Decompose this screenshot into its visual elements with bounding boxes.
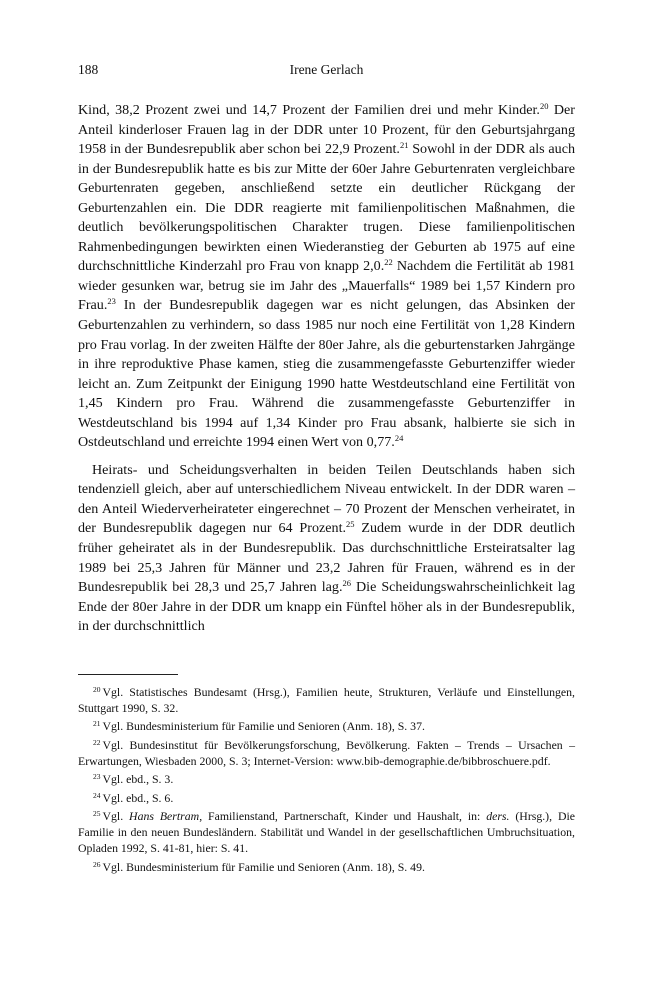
footnote-number: 26 [93, 859, 101, 869]
footnote-25 [78, 808, 575, 857]
footnote-22 [78, 737, 575, 770]
text-run: Zudem wurde in der DDR deutlich früher geheiratet als in der Bundesrepublik. Das durchschnittliche Ersteiratsalter lag 1989 bei 25,3 Jahren für Männer und 23,2 Jahren für Frauen, während es in der Bundesrepublik bei 28,3 und 25,7 Jahren lag. [78, 520, 575, 596]
footnote-number: 25 [93, 808, 101, 818]
text-run: Nachdem die Fertilität ab 1981 wieder gesunken war, betrug sie im Jahr des „Mauerfalls“ 1989 bei 1,57 Kindern pro Frau. [78, 258, 575, 314]
footnote-ref-26[interactable]: 26 [342, 578, 351, 589]
running-head-author: Irene Gerlach [289, 62, 364, 77]
footnote-text: Vgl. ebd., S. 3. [102, 772, 174, 787]
footnote-text: Vgl. Bundesministerium für Familie und Senioren (Anm. 18), S. 49. [102, 859, 425, 874]
footnote-author: Hans Bertram [129, 808, 200, 823]
page-number: 188 [78, 62, 99, 77]
footnote-ref-25[interactable]: 25 [346, 519, 355, 530]
text-run: Sowohl in der DDR als auch in der Bundesrepublik hatte es bis zur Mitte der 60er Jahre Geburtenraten vergleichbare Geburtenraten gegeben, anschließend setzte ein deutlicher Rückgang der Geburtenzahlen ein. Die DDR reagierte mit familienpolitischen Maßnahmen, die deutlich bevölkerungspolitischen Charakter trugen. Diese familienpolitischen Rahmenbedingungen bewirkten einen Wiederanstieg der Geburten ab 1975 auf eine durchschnittliche Kinderzahl pro Frau von knapp 2,0. [78, 141, 575, 275]
footnote-text: Vgl. Statistisches Bundesamt (Hrsg.), Familien heute, Strukturen, Verläufe und Einstellungen, Stuttgart 1990, S. 32. [78, 684, 575, 716]
footnote-21 [78, 718, 575, 734]
footnote-text: , Familienstand, Partnerschaft, Kinder und Haushalt, in: [199, 808, 487, 823]
footnotes [78, 684, 575, 875]
footnote-text: (Hrsg.), Die Familie in den neuen Bundesländern. Stabilität und Wandel in der gesellschaftlichen Umbruchsituation, Opladen 1992, S. 41-81, hier: S. 41. [78, 808, 575, 856]
footnote-number: 20 [93, 684, 101, 694]
page-header [78, 62, 575, 84]
paragraph-1 [78, 101, 575, 453]
text-run: Die Scheidungswahrscheinlichkeit lag Ende der 80er Jahre in der DDR um knapp ein Fünftel höher als in der Bundesrepublik, in der durchschnittlich [78, 579, 575, 635]
footnote-text: Vgl. ebd., S. 6. [102, 790, 174, 805]
footnote-ref-24[interactable]: 24 [394, 433, 404, 444]
text-run: In der Bundesrepublik dagegen war es nicht gelungen, das Absinken der Geburtenzahlen zu verhindern, so dass 1985 nur noch eine Fertilität von 1,28 Kindern pro Frau vorlag. In der zweiten Hälfte der 80er Jahre, als die geburtenstarken Jahrgänge in ihre reproduktive Phase kamen, stieg die zusammengefasste Geburtenziffer wieder leicht an. Zum Zeitpunkt der Einigung 1990 hatte Westdeutschland eine Fertilität von 1,45 Kindern pro Frau. Während die zusammengefasste Geburtenziffer in Westdeutschland bis 1994 auf 1,34 Kinder pro Frau absank, halbierte sie sich in Ostdeutschland und erreichte 1994 einen Wert von 0,77. [78, 297, 575, 451]
footnote-divider [78, 674, 178, 675]
body-text [78, 101, 575, 637]
footnote-ref-20[interactable]: 20 [539, 101, 549, 111]
footnote-text: Vgl. Bundesinstitut für Bevölkerungsforschung, Bevölkerung. Fakten – Trends – Ursachen – Erwartungen, Wiesbaden 2000, S. 3; Internet-Version: www.bib-demographie.de/bibbroschuere.pdf. [78, 737, 575, 768]
footnote-number: 23 [93, 772, 101, 782]
footnote-23 [78, 771, 575, 787]
footnote-number: 24 [93, 790, 101, 800]
footnote-ders: ders. [486, 808, 510, 823]
footnote-20 [78, 684, 575, 717]
footnote-26 [78, 859, 575, 875]
paragraph-2 [78, 461, 575, 637]
footnote-24 [78, 790, 575, 806]
footnote-number: 21 [93, 719, 101, 729]
text-run: Heirats- und Scheidungsverhalten in beiden Teilen Deutschlands haben sich tendenziell gleich, aber auf unterschiedlichem Niveau entwickelt. In der DDR waren – den Anteil Wiederverheirateter eingerechnet – 70 Prozent der Menschen verheiratet, in der Bundesrepublik dagegen nur 64 Prozent. [78, 461, 575, 537]
footnote-text: Vgl. [102, 808, 130, 823]
text-run: Der Anteil kinderloser Frauen lag in der DDR unter 10 Prozent, für den Geburtsjahrgang 1958 in der Bundesrepublik aber schon bei 22,9 Prozent. [78, 102, 575, 158]
text-run: Kind, 38,2 Prozent zwei und 14,7 Prozent der Familien drei und mehr Kinder. [78, 102, 540, 118]
footnote-ref-23[interactable]: 23 [107, 296, 116, 307]
footnote-number: 22 [93, 737, 101, 747]
footnote-ref-22[interactable]: 22 [384, 257, 393, 268]
footnote-ref-21[interactable]: 21 [399, 140, 409, 151]
book-page [78, 62, 575, 877]
footnote-text: Vgl. Bundesministerium für Familie und Senioren (Anm. 18), S. 37. [102, 719, 425, 734]
